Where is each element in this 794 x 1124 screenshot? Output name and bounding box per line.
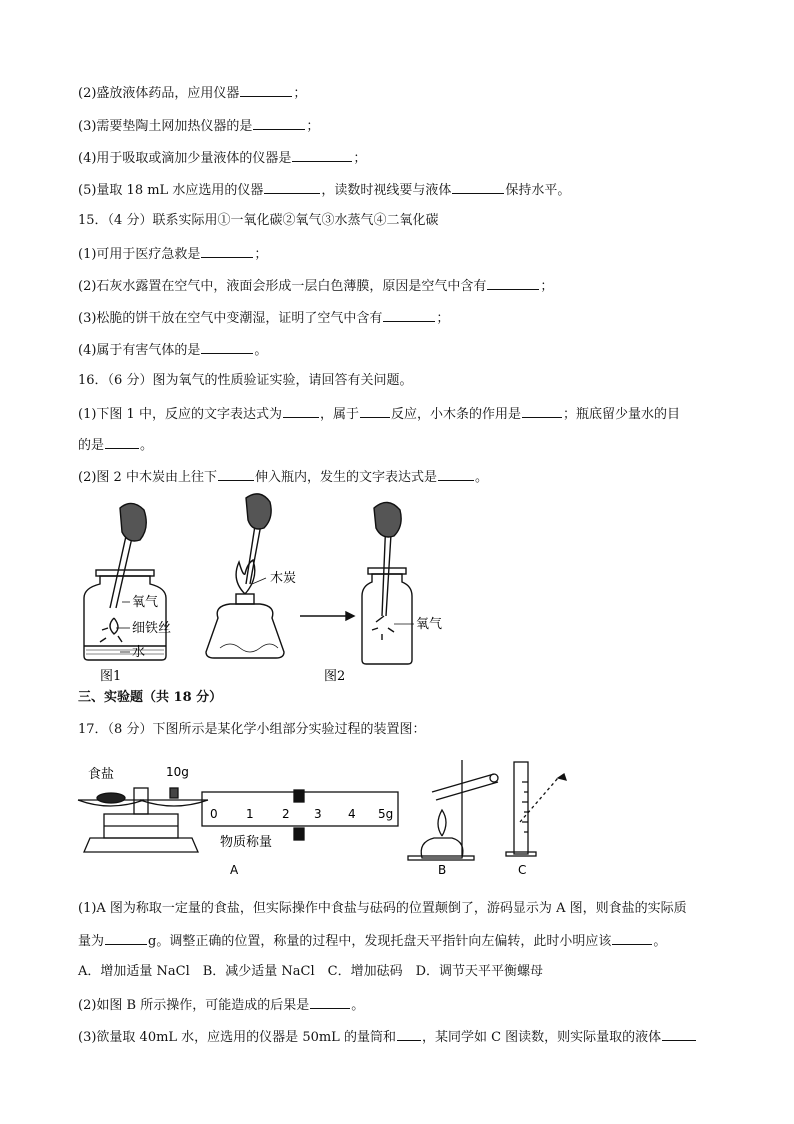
right-pan xyxy=(140,800,208,806)
q17-line-3 xyxy=(78,1028,697,1046)
arrow-head xyxy=(346,612,354,620)
punct: ； xyxy=(436,311,450,326)
q16-line-2 xyxy=(78,468,488,486)
oxygen-experiment-figure xyxy=(70,488,470,688)
q14-l3-text: (3)需要垫陶土网加热仪器的是 xyxy=(78,119,253,134)
answer-blank[interactable] xyxy=(522,405,562,418)
punct: 。 xyxy=(140,438,154,453)
test-tube xyxy=(432,774,494,792)
q17-options: A．增加适量 NaCl B．减少适量 NaCl C．增加砝码 D．调节天平平衡螺母 xyxy=(78,964,544,979)
q15-line-4 xyxy=(78,341,267,359)
answer-blank[interactable] xyxy=(218,468,254,481)
label-a: A xyxy=(230,863,239,877)
answer-blank[interactable] xyxy=(292,149,352,162)
label-charcoal: 木炭 xyxy=(270,571,297,586)
answer-blank[interactable] xyxy=(240,84,292,97)
answer-blank[interactable] xyxy=(283,405,319,418)
q16-l2-b: 伸入瓶内，发生的文字表达式是 xyxy=(254,470,437,485)
q17-line-2 xyxy=(78,996,364,1014)
eye-icon xyxy=(558,774,566,780)
q16-line-1 xyxy=(78,405,680,423)
q14-l5-text: (5)量取 18 mL 水应选用的仪器 xyxy=(78,183,264,198)
q14-line-2 xyxy=(78,84,306,102)
q16-heading: 16．（6 分）图为氧气的性质验证实验，请回答有关问题。 xyxy=(78,373,413,388)
lab-apparatus-figure xyxy=(74,752,594,882)
label-weight: 10g xyxy=(166,765,189,779)
q15-line-1 xyxy=(78,245,267,263)
answer-blank[interactable] xyxy=(360,405,390,418)
label-b: B xyxy=(438,863,447,877)
punct: 。 xyxy=(474,470,488,485)
answer-blank[interactable] xyxy=(310,996,350,1009)
label-oxygen-2: 氧气 xyxy=(416,617,443,632)
weight-block xyxy=(170,788,178,798)
burning-wire xyxy=(100,618,122,642)
punct: ； xyxy=(254,247,268,262)
q15-l1-text: (1)可用于医疗急救是 xyxy=(78,247,201,262)
punct: ； xyxy=(306,119,320,134)
scale-ticks xyxy=(210,807,393,821)
q15-l4-text: (4)属于有害气体的是 xyxy=(78,343,201,358)
gas-bottle-1 xyxy=(84,576,166,660)
answer-blank[interactable] xyxy=(264,181,320,194)
label-iron-wire: 细铁丝 xyxy=(132,621,172,636)
answer-blank[interactable] xyxy=(253,117,305,130)
q17-line-1b xyxy=(78,932,666,950)
q14-line-5 xyxy=(78,181,570,199)
tick-3: 3 xyxy=(314,807,322,821)
q14-line-3 xyxy=(78,117,319,135)
q17-l1-c: g。调整正确的位置，称量的过程中，发现托盘天平指针向左偏转，此时小明应该 xyxy=(148,934,612,949)
q16-l1-a: (1)下图 1 中，反应的文字表达式为 xyxy=(78,407,282,422)
q14-l4-text: (4)用于吸取或滴加少量液体的仪器是 xyxy=(78,151,292,166)
q15-l2-text: (2)石灰水露置在空气中，液面会形成一层白色薄膜，原因是空气中含有 xyxy=(78,279,487,294)
balance-base xyxy=(84,838,198,852)
punct: 。 xyxy=(254,343,268,358)
rider-upper xyxy=(294,790,304,802)
q17-l3-a: (3)欲量取 40mL 水，应选用的仪器是 50mL 的量筒和 xyxy=(78,1030,396,1045)
graduated-cylinder xyxy=(514,762,528,854)
rider-lower xyxy=(294,828,304,840)
answer-blank[interactable] xyxy=(105,932,147,945)
hand-2 xyxy=(246,494,271,529)
answer-blank[interactable] xyxy=(452,181,504,194)
label-scale-caption: 物质称量 xyxy=(220,835,273,850)
punct: 。 xyxy=(351,998,365,1013)
q17-l2-a: (2)如图 B 所示操作，可能造成的后果是 xyxy=(78,998,310,1013)
answer-blank[interactable] xyxy=(487,277,539,290)
punct: ； xyxy=(353,151,367,166)
alcohol-lamp xyxy=(206,604,284,658)
answer-blank[interactable] xyxy=(105,436,139,449)
tick-5: 5g xyxy=(378,807,394,821)
answer-blank[interactable] xyxy=(383,309,435,322)
lamp-b xyxy=(421,838,463,858)
answer-blank[interactable] xyxy=(201,341,253,354)
section-title: 三、实验题（共 18 分） xyxy=(78,690,223,705)
answer-blank[interactable] xyxy=(438,468,474,481)
tick-2: 2 xyxy=(282,807,290,821)
label-salt: 食盐 xyxy=(88,767,115,782)
q14-l2-text: (2)盛放液体药品，应用仪器 xyxy=(78,86,240,101)
punct: 。 xyxy=(653,934,667,949)
q16-l1-b: ，属于 xyxy=(319,407,359,422)
q14-line-4 xyxy=(78,149,366,167)
salt-pile xyxy=(97,793,125,803)
answer-blank[interactable] xyxy=(397,1028,421,1041)
q17-heading: 17．（8 分）下图所示是某化学小组部分实验过程的装置图： xyxy=(78,722,426,737)
q15-line-2 xyxy=(78,277,553,295)
answer-blank[interactable] xyxy=(662,1028,696,1041)
q14-l5-mid: ，读数时视线要与液体 xyxy=(321,183,452,198)
q16-line-1b xyxy=(78,436,153,454)
q15-heading: 15．（4 分）联系实际用①一氧化碳②氧气③水蒸气④二氧化碳 xyxy=(78,213,439,228)
hand-3 xyxy=(374,502,401,537)
q16-l1-e: 的是 xyxy=(78,438,105,453)
bottle-cap-2 xyxy=(368,568,406,574)
answer-blank[interactable] xyxy=(201,245,253,258)
tick-1: 1 xyxy=(246,807,254,821)
label-fig2: 图2 xyxy=(324,669,346,684)
sparks xyxy=(372,616,394,640)
lamp-wick-holder xyxy=(236,594,254,604)
gas-bottle-2 xyxy=(362,574,412,664)
flame-b xyxy=(438,810,446,836)
answer-blank[interactable] xyxy=(612,932,652,945)
sight-line xyxy=(520,778,558,822)
punct: ； xyxy=(293,86,307,101)
q14-l5-post: 保持水平。 xyxy=(505,183,571,198)
q17-l3-b: ，某同学如 C 图读数，则实际量取的液体 xyxy=(421,1030,662,1045)
q15-l3-text: (3)松脆的饼干放在空气中变潮湿，证明了空气中含有 xyxy=(78,311,383,326)
q16-l1-d: ；瓶底留少量水的目 xyxy=(562,407,680,422)
label-oxygen-1: 氧气 xyxy=(132,595,159,610)
label-c: C xyxy=(518,863,527,877)
label-fig1: 图1 xyxy=(100,669,122,684)
punct: ； xyxy=(540,279,554,294)
q17-line-1: (1)A 图为称取一定量的食盐，但实际操作中食盐与砝码的位置颠倒了，游码显示为 A 图，则食盐的实际质 xyxy=(78,901,687,916)
label-water: 水 xyxy=(132,645,146,660)
q17-l1-b: 量为 xyxy=(78,934,105,949)
q16-l1-c: 反应，小木条的作用是 xyxy=(390,407,521,422)
hand-1 xyxy=(120,503,146,541)
tick-4: 4 xyxy=(348,807,356,821)
q16-l2-a: (2)图 2 中木炭由上往下 xyxy=(78,470,217,485)
lamp-liquid xyxy=(220,644,278,652)
tick-0: 0 xyxy=(210,807,218,821)
q15-line-3 xyxy=(78,309,449,327)
